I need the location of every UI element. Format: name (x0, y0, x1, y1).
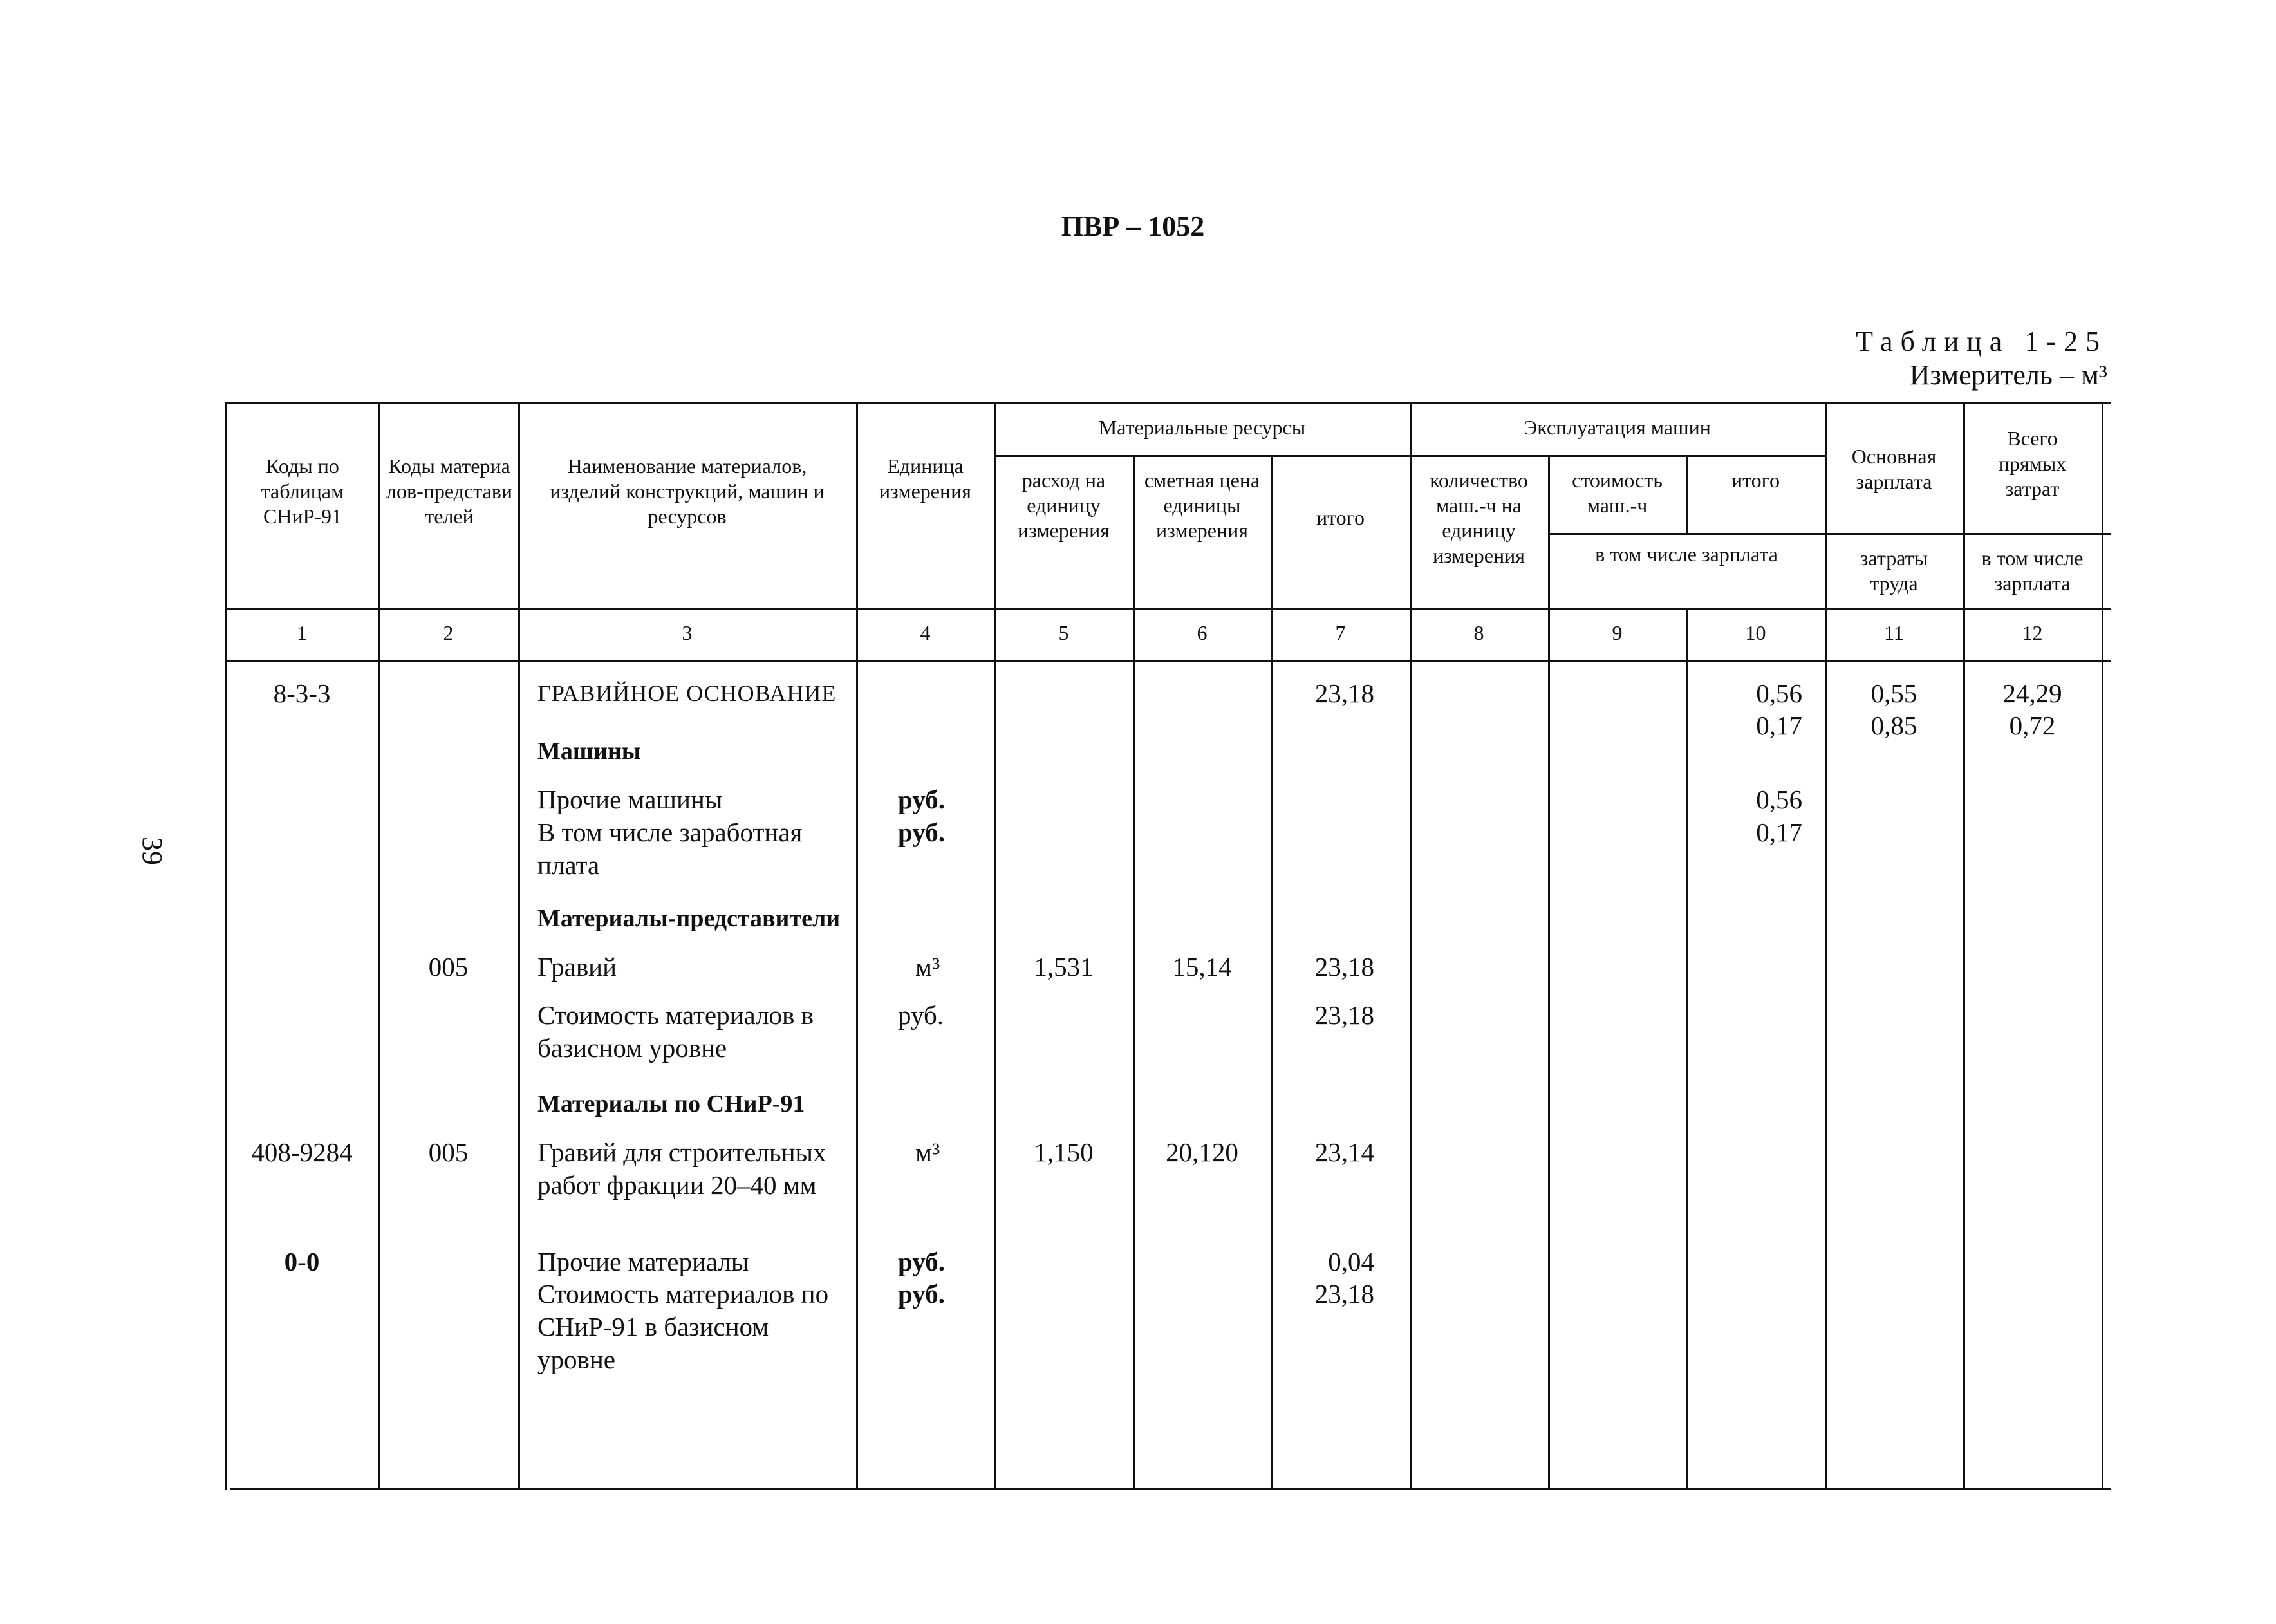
row6-code: 408-9284 (251, 1137, 353, 1167)
header-col1: Коды по таблицам СНиР-91 (261, 454, 344, 528)
row1-col12-a: 24,29 (2002, 678, 2062, 708)
row1-col12-b: 0,72 (2009, 711, 2056, 740)
header-group-machines: Эксплуатация машин (1524, 416, 1711, 439)
col-border-9b (1686, 608, 1688, 1490)
row4-name: Гравий (537, 952, 617, 982)
column-number-3: 3 (682, 621, 693, 644)
header-col11-top: Основная зарплата (1851, 445, 1937, 493)
header-col10: итого (1731, 469, 1780, 492)
header-col12-bottom: в том числе зарплата (1981, 546, 2084, 595)
header-col5: расход на единицу измерения (1018, 469, 1110, 542)
col-border-4 (994, 402, 996, 1490)
row1-col11-b: 0,85 (1870, 711, 1917, 740)
col-border-9 (1686, 455, 1688, 533)
header-col2: Коды материалов-представителей (386, 454, 512, 528)
row5-name: Стоимость материалов в базисном уровне (537, 1000, 814, 1063)
row6-rate: 1,150 (1034, 1137, 1094, 1167)
column-number-6: 6 (1197, 621, 1208, 644)
row7-code: 0-0 (284, 1247, 320, 1276)
col-border-2 (518, 402, 520, 1490)
row1-col10-b: 0,17 (1756, 711, 1802, 740)
row2-col10: 0,56 (1756, 785, 1802, 814)
row1-code: 8-3-3 (273, 678, 331, 708)
header-col9: стоимость маш.-ч (1572, 469, 1663, 517)
table-bottom-border (230, 1488, 2111, 1490)
col-border-6 (1271, 455, 1273, 1490)
unit-label: Измеритель – м³ (1909, 359, 2107, 391)
header-group-materials: Материальные ресурсы (1098, 416, 1306, 439)
row6-rep-code: 005 (428, 1137, 469, 1167)
header-col12-top: Всего прямых затрат (1998, 427, 2067, 500)
row1-col11-a: 0,55 (1870, 678, 1917, 708)
row8-total: 23,18 (1314, 1279, 1374, 1309)
row6-name: Гравий для строительных работ фракции 20–40 мм (537, 1137, 826, 1200)
column-number-5: 5 (1058, 621, 1069, 644)
column-number-10: 10 (1745, 621, 1766, 644)
row4-rate: 1,531 (1034, 952, 1094, 982)
row8-unit: руб. (898, 1279, 945, 1309)
col-border-8 (1548, 455, 1550, 1490)
row2-unit: руб. (898, 785, 945, 814)
page-number: 39 (136, 837, 168, 865)
column-number-12: 12 (2022, 621, 2043, 644)
row4-total: 23,18 (1314, 952, 1374, 982)
table-label: Таблица 1-25 (1856, 326, 2107, 357)
header-col7: итого (1316, 506, 1365, 529)
row7-total: 0,04 (1328, 1247, 1374, 1276)
row7-unit: руб. (898, 1247, 945, 1276)
header-bottom-border (225, 608, 2111, 610)
header-col11-bottom: затраты труда (1860, 546, 1928, 595)
row6-total: 23,14 (1314, 1137, 1374, 1167)
header-col8: количество маш.-ч на единицу измерения (1430, 469, 1528, 567)
row4-price: 15,14 (1172, 952, 1232, 982)
row6-price: 20,120 (1166, 1137, 1238, 1167)
row8-name: Стоимость материалов по СНиР-91 в базисном уровне (537, 1279, 829, 1374)
col-border-7 (1410, 402, 1412, 1490)
column-number-9: 9 (1612, 621, 1623, 644)
col-border-1 (378, 402, 380, 1490)
materials-snir-heading: Материалы по СНиР-91 (537, 1090, 805, 1117)
header-sub-9-10: в том числе зарплата (1595, 543, 1778, 566)
col-border-11 (1963, 402, 1965, 1490)
machines-heading: Машины (537, 738, 641, 765)
col-border-10 (1825, 402, 1827, 1490)
row1-col10-a: 0,56 (1756, 678, 1802, 708)
row3-col10: 0,17 (1756, 817, 1802, 847)
column-number-11: 11 (1884, 621, 1904, 644)
row4-rep-code: 005 (428, 952, 469, 982)
column-number-7: 7 (1335, 621, 1346, 644)
header-col3: Наименование материалов, изделий конструкций, машин и ресурсов (550, 454, 825, 528)
column-number-1: 1 (297, 621, 307, 644)
col-border-0 (225, 402, 227, 1490)
subheader-divider (1548, 533, 2111, 535)
row6-unit: м³ (915, 1137, 940, 1167)
row5-total: 23,18 (1314, 1000, 1374, 1030)
row3-unit: руб. (898, 817, 945, 847)
col-border-12 (2102, 402, 2103, 1490)
header-col4: Единица измерения (879, 454, 971, 503)
row2-name: Прочие машины (537, 785, 723, 814)
column-number-2: 2 (443, 621, 454, 644)
row1-total-7: 23,18 (1314, 678, 1374, 708)
col-border-3 (856, 402, 858, 1490)
row5-unit: руб. (898, 1000, 944, 1030)
row1-name: ГРАВИЙНОЕ ОСНОВАНИЕ (537, 680, 837, 706)
column-number-8: 8 (1473, 621, 1484, 644)
column-numbers-bottom-border (225, 660, 2111, 662)
table-top-border (225, 402, 2111, 404)
row4-unit: м³ (915, 952, 940, 982)
row3-name: В том числе заработная плата (537, 817, 803, 880)
materials-rep-heading: Материалы-представители (537, 905, 841, 932)
header-col6: сметная цена единицы измерения (1144, 469, 1260, 542)
column-number-4: 4 (920, 621, 931, 644)
document-title: ПВР – 1052 (1061, 210, 1205, 242)
row7-name: Прочие материалы (537, 1247, 749, 1276)
